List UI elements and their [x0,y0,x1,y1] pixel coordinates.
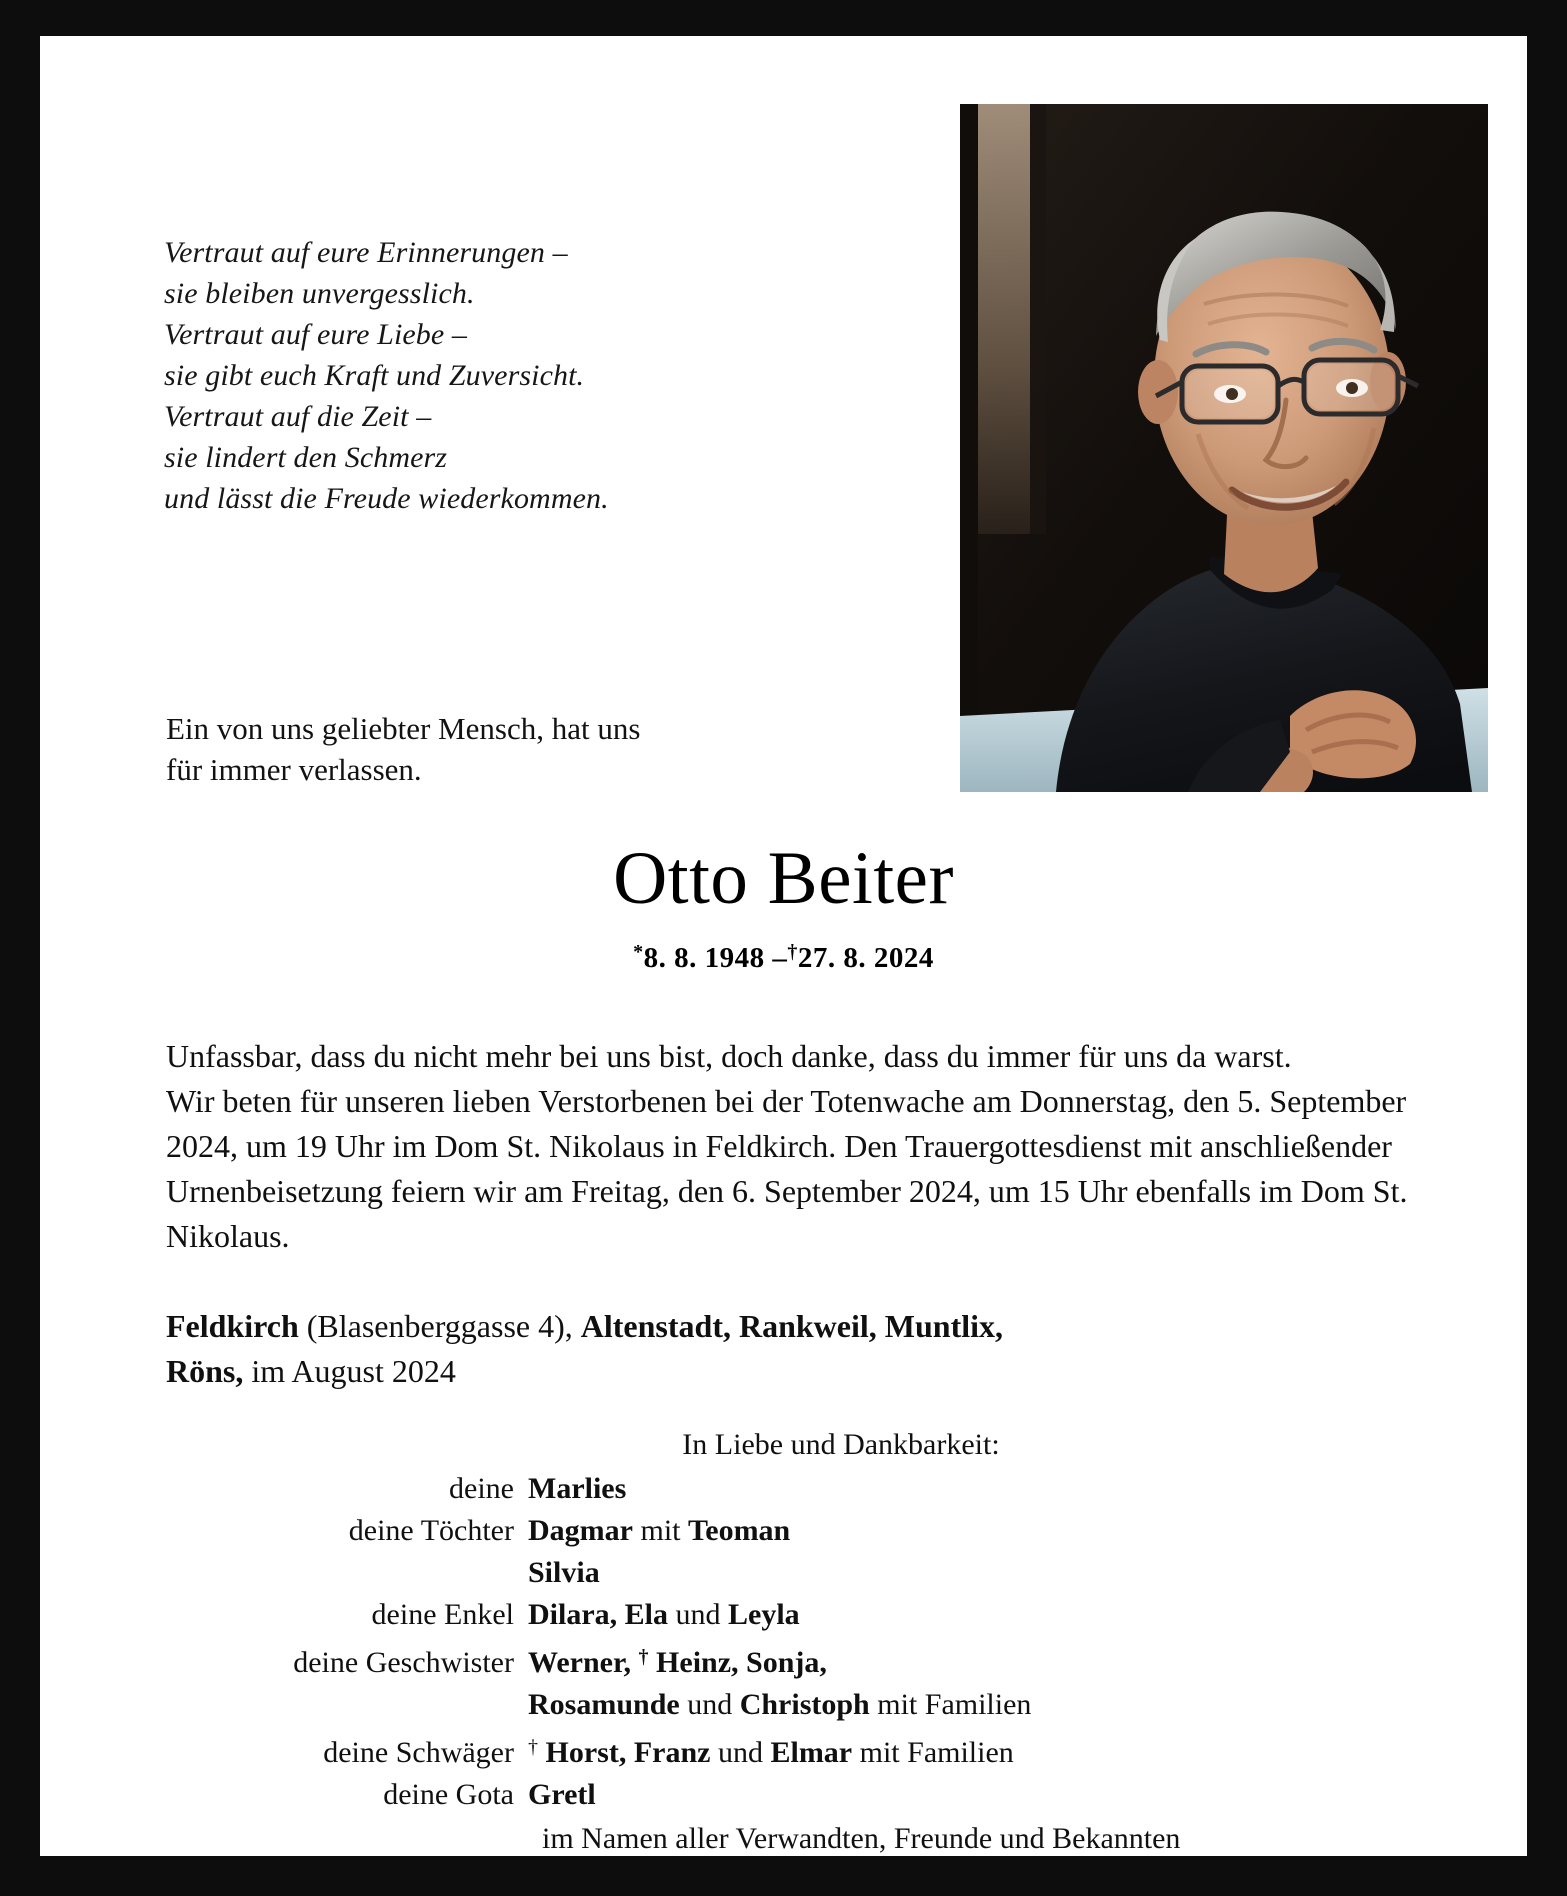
body-paragraph-1: Unfassbar, dass du nicht mehr bei uns bist, doch danke, dass du immer für uns da warst. [166,1038,1292,1074]
verse-line: Vertraut auf die Zeit – [164,400,432,433]
family-names: Silvia [528,1556,600,1589]
intro-text [166,708,866,790]
life-dates [40,941,1527,975]
verse-line: sie bleiben unvergesslich. [164,277,475,310]
death-date: 27. 8. 2024 [797,942,934,974]
family-names: Dagmar mit Teoman [528,1514,791,1547]
family-names: Rosamunde und Christoph mit Familien [528,1688,1032,1721]
family-names: Dilara, Ela und Leyla [528,1598,800,1631]
family-row [166,1552,1496,1594]
verse-line: sie gibt euch Kraft und Zuversicht. [164,359,585,392]
date-separator: – [772,942,788,974]
family-row [166,1726,1496,1774]
verse-line: Vertraut auf eure Erinnerungen – [164,236,568,269]
family-relation: deine Geschwister [293,1646,514,1679]
birth-date: 8. 8. 1948 [643,942,765,974]
family-relation: deine Schwäger [323,1736,514,1769]
family-row [166,1774,1496,1816]
family-row [166,1468,1496,1510]
family-relation: deine Enkel [371,1598,514,1631]
place-roens: Röns, [166,1353,244,1389]
family-relation: deine Gota [383,1778,514,1811]
family-names: Marlies [528,1472,627,1505]
intro-line-1: Ein von uns geliebter Mensch, hat uns [166,711,641,746]
family-row [166,1594,1496,1636]
family-relation: deine Töchter [348,1514,514,1547]
verse-line: Vertraut auf eure Liebe – [164,318,468,351]
birth-symbol: * [633,941,644,963]
family-footer: im Namen aller Verwandten, Freunde und Bekannten [542,1822,1181,1855]
verse-line: und lässt die Freude wiederkommen. [164,482,609,515]
place-others: Altenstadt, Rankweil, Muntlix, [580,1308,1003,1344]
place-feldkirch: Feldkirch [166,1308,299,1344]
family-names: Gretl [528,1778,596,1811]
family-rows [166,1468,1496,1816]
death-symbol: † [787,941,798,963]
family-row [166,1636,1496,1684]
body-paragraph-2: Wir beten für unseren lieben Verstorbenen bei der Totenwache am Donnerstag, den 5. September 2024, um 19 Uhr im Dom St. Nikolaus in Feldkirch. Den Trauergottesdienst mit anschließender Urnenbeisetzung feiern wir am Freitag, den 6. September 2024, um 15 Uhr ebenfalls im Dom St. Nikolaus. [166,1083,1408,1254]
verse-line: sie lindert den Schmerz [164,441,448,474]
family-heading: In Liebe und Dankbarkeit: [682,1428,1000,1461]
place-address: (Blasenberggasse 4), [298,1308,581,1344]
obituary-card [40,36,1527,1856]
family-names: † Horst, Franz und Elmar mit Familien [528,1736,1014,1769]
family-row [166,1684,1496,1726]
family-names: Werner, † Heinz, Sonja, [528,1646,827,1679]
obituary-body [166,1034,1486,1259]
notice-month: im August 2024 [243,1353,456,1389]
family-row [166,1510,1496,1552]
deceased-name: Otto Beiter [613,837,954,920]
family-relation: deine [449,1472,514,1505]
places-line-2 [166,1349,1486,1394]
family-list [166,1424,1496,1856]
intro-line-2: für immer verlassen. [166,752,422,787]
memorial-verse [164,232,784,519]
places-line-1 [166,1304,1486,1349]
places-and-date [166,1304,1486,1394]
portrait-photo [960,104,1488,792]
